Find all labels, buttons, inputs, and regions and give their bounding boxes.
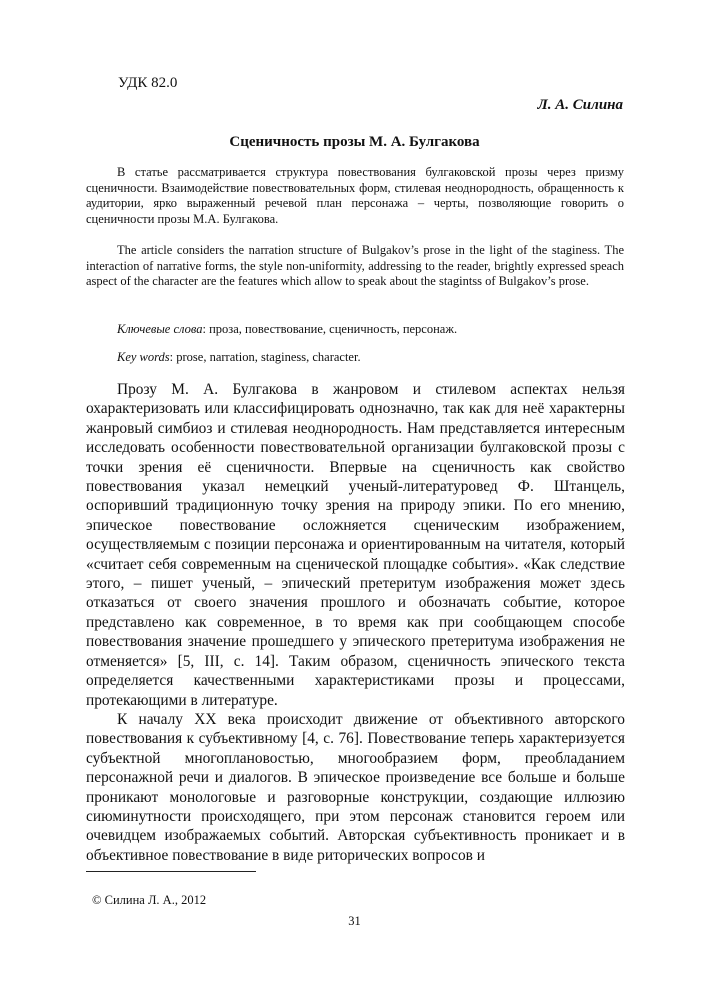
body-paragraph: К началу XX века происходит движение от объективного авторского повествования к субъективному [4, с. 76]. Повествование теперь характеризуется субъектной многоплановостью, многообразием форм, преобладанием персонажной речи и диалогов. В эпическое произведение все больше и больше проникают монологовые и разговорные конструкции, создающие иллюзию сиюминутности происходящего, при этом персонаж становится героем или очевидцем изображаемых событий. Авторская субъективность проникает и в объективное повествование в виде риторических вопросов и bbox=[86, 710, 625, 864]
article-body bbox=[86, 380, 625, 865]
keywords-english-text: : prose, narration, staginess, character. bbox=[169, 350, 361, 364]
keywords-russian-label: Ключевые слова bbox=[117, 322, 203, 336]
abstract-russian: В статье рассматривается структура повествования булгаковской прозы через призму сценичности. Взаимодействие повествовательных форм, стилевая неоднородность, обращенность к аудитории, ярко выраженный речевой план персонажа – черты, позволяющие говорить о сценичности прозы М.А. Булгакова. bbox=[86, 165, 624, 226]
keywords-english bbox=[86, 350, 624, 366]
article-title: Сценичность прозы М. А. Булгакова bbox=[229, 134, 480, 150]
author-name: Л. А. Силина bbox=[537, 97, 623, 113]
keywords-english-label: Key words bbox=[117, 350, 170, 364]
keywords-russian bbox=[86, 322, 624, 338]
udk-code: УДК 82.0 bbox=[118, 75, 178, 91]
copyright-footnote: © Силина Л. А., 2012 bbox=[92, 893, 207, 907]
keywords-russian-text: : проза, повествование, сценичность, персонаж. bbox=[202, 322, 458, 336]
page-number: 31 bbox=[348, 914, 361, 928]
abstract-english: The article considers the narration structure of Bulgakov’s prose in the light of the staginess. The interaction of narrative forms, the style non-uniformity, addressing to the reader, brightly expressed speach aspect of the character are the features which allow to speak about the stagintss of Bulgakov’s prose. bbox=[86, 243, 624, 289]
body-paragraph: Прозу М. А. Булгакова в жанровом и стилевом аспектах нельзя охарактеризовать или классифицировать однозначно, так как для неё характерны жанровый симбиоз и стилевая неоднородность. Нам представляется интересным исследовать особенности повествовательной организации булгаковской прозы с точки зрения её сценичности. Впервые на сценичность как свойство повествования указал немецкий ученый-литературовед Ф. Штанцель, оспоривший традиционную точку зрения на природу эпики. По его мнению, эпическое повествование осложняется сценическим изображением, осуществляемым с позиции персонажа и ориентированным на читателя, который «считает себя современным на сценической площадке события». «Как следствие этого, – пишет ученый, – эпический претеритум изображения может здесь отказаться от своего значения прошлого и обозначать событие, которое представлено как современное, в то время как при сообщающем способе повествования значение прошедшего у эпического претеритума изображения не отменяется» [5, III, с. 14]. Таким образом, сценичность эпического текста определяется качественными характеристиками прозы и процессами, протекающими в литературе. bbox=[86, 381, 625, 709]
footnote-divider bbox=[86, 871, 256, 872]
